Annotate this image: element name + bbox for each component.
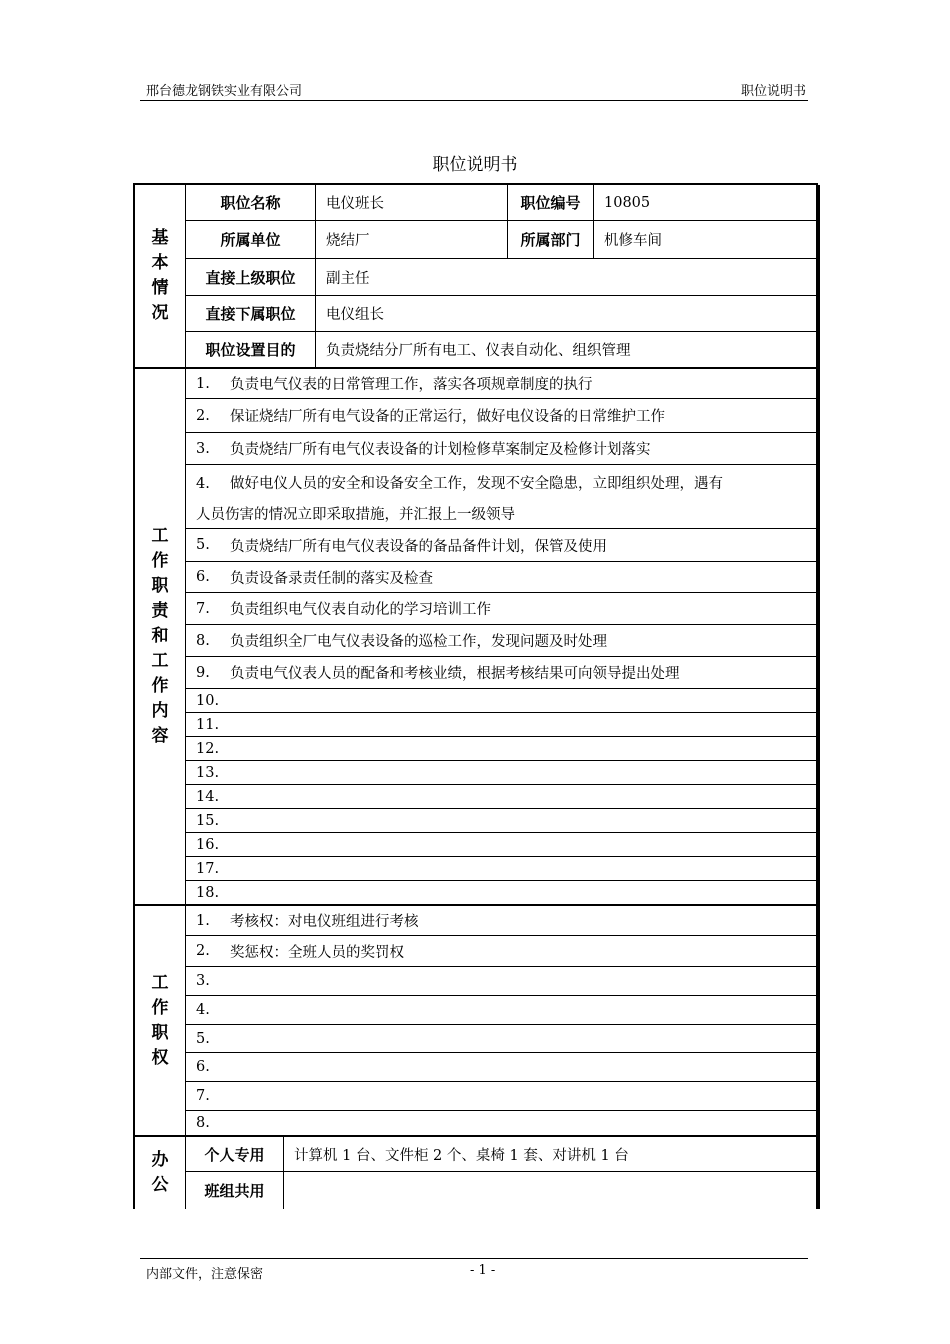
duties-section — [133, 367, 818, 906]
basic-info-label: 基 本 情 况 — [135, 185, 186, 367]
shared-use-value — [283, 1172, 816, 1209]
document-title: 职位说明书 — [432, 155, 518, 175]
header-doc-type: 职位说明书 — [740, 84, 806, 99]
position-code-value: 10805 — [593, 185, 816, 220]
header-divider — [140, 100, 808, 101]
superior-value: 副主任 — [315, 259, 816, 295]
header-company: 邢台德龙钢铁实业有限公司 — [146, 84, 303, 99]
basic-row-subordinate — [186, 296, 816, 332]
position-name-label: 职位名称 — [220, 194, 281, 212]
duty-item: 16. — [186, 833, 816, 857]
duty-item: 13. — [186, 761, 816, 785]
authority-item: 5. — [186, 1025, 816, 1053]
superior-label: 直接上级职位 — [205, 268, 296, 287]
footer-note: 内部文件，注意保密 — [146, 1267, 264, 1282]
unit-label: 所属单位 — [220, 231, 281, 249]
duty-item: 4. 做好电仪人员的安全和设备安全工作，发现不安全隐患，立即组织处理，遇有 人员伤害的情况立即采取措施，并汇报上一级领导 — [186, 465, 816, 529]
duty-item: 15. — [186, 809, 816, 833]
authority-item: 3. — [186, 967, 816, 996]
personal-use-label: 个人专用 — [204, 1145, 265, 1164]
shared-use-label: 班组共用 — [204, 1182, 265, 1200]
dept-value: 机修车间 — [593, 221, 816, 258]
duty-item: 2. 保证烧结厂所有电气设备的正常运行，做好电仪设备的日常维护工作 — [186, 399, 816, 433]
duty-item: 6. 负责设备录责任制的落实及检查 — [186, 562, 816, 593]
office-row-shared — [186, 1172, 816, 1209]
unit-value: 烧结厂 — [315, 221, 507, 258]
office-label: 办 公 — [135, 1137, 186, 1209]
authority-item: 1. 考核权：对电仪班组进行考核 — [186, 906, 816, 936]
duty-item: 7. 负责组织电气仪表自动化的学习培训工作 — [186, 593, 816, 625]
basic-row-unit — [186, 221, 816, 259]
authority-label: 工 作 职 权 — [135, 906, 186, 1135]
office-section — [133, 1135, 818, 1209]
authority-item: 2. 奖惩权：全班人员的奖罚权 — [186, 936, 816, 967]
authority-item: 4. — [186, 996, 816, 1025]
basic-row-purpose — [186, 332, 816, 367]
position-name-value: 电仪班长 — [315, 185, 507, 220]
position-code-label: 职位编号 — [507, 185, 593, 220]
authority-item: 8. — [196, 1115, 210, 1131]
duty-item: 17. — [186, 857, 816, 881]
basic-info-section — [133, 183, 818, 369]
duty-item: 12. — [186, 737, 816, 761]
duty-item: 8. 负责组织全厂电气仪表设备的巡检工作，发现问题及时处理 — [186, 625, 816, 657]
purpose-label: 职位设置目的 — [205, 341, 296, 359]
duty-item: 5. 负责烧结厂所有电气仪表设备的备品备件计划，保管及使用 — [186, 529, 816, 562]
basic-row-superior — [186, 259, 816, 296]
authority-section — [133, 904, 818, 1137]
subordinate-value: 电仪组长 — [315, 296, 816, 331]
duty-item: 9. 负责电气仪表人员的配备和考核业绩，根据考核结果可向领导提出处理 — [186, 657, 816, 689]
page-number: - 1 - — [470, 1263, 496, 1278]
duty-item: 11. — [186, 713, 816, 737]
basic-row-name — [186, 185, 816, 221]
authority-item: 6. — [186, 1053, 816, 1082]
purpose-value: 负责烧结分厂所有电工、仪表自动化、组织管理 — [315, 332, 816, 367]
duty-item: 10. — [186, 689, 816, 713]
office-row-personal — [186, 1137, 816, 1172]
duty-item: 18. — [196, 884, 220, 901]
duty-item: 14. — [186, 785, 816, 809]
duties-label: 工 作 职 责 和 工 作 内 容 — [135, 369, 186, 904]
footer-divider — [140, 1258, 808, 1259]
dept-label: 所属部门 — [507, 221, 593, 258]
subordinate-label: 直接下属职位 — [205, 305, 296, 323]
personal-use-value: 计算机 1 台、文件柜 2 个、桌椅 1 套、对讲机 1 台 — [283, 1137, 816, 1171]
duty-item: 1. 负责电气仪表的日常管理工作，落实各项规章制度的执行 — [186, 369, 816, 399]
authority-item: 7. — [186, 1082, 816, 1111]
duty-item: 3. 负责烧结厂所有电气仪表设备的计划检修草案制定及检修计划落实 — [186, 433, 816, 465]
